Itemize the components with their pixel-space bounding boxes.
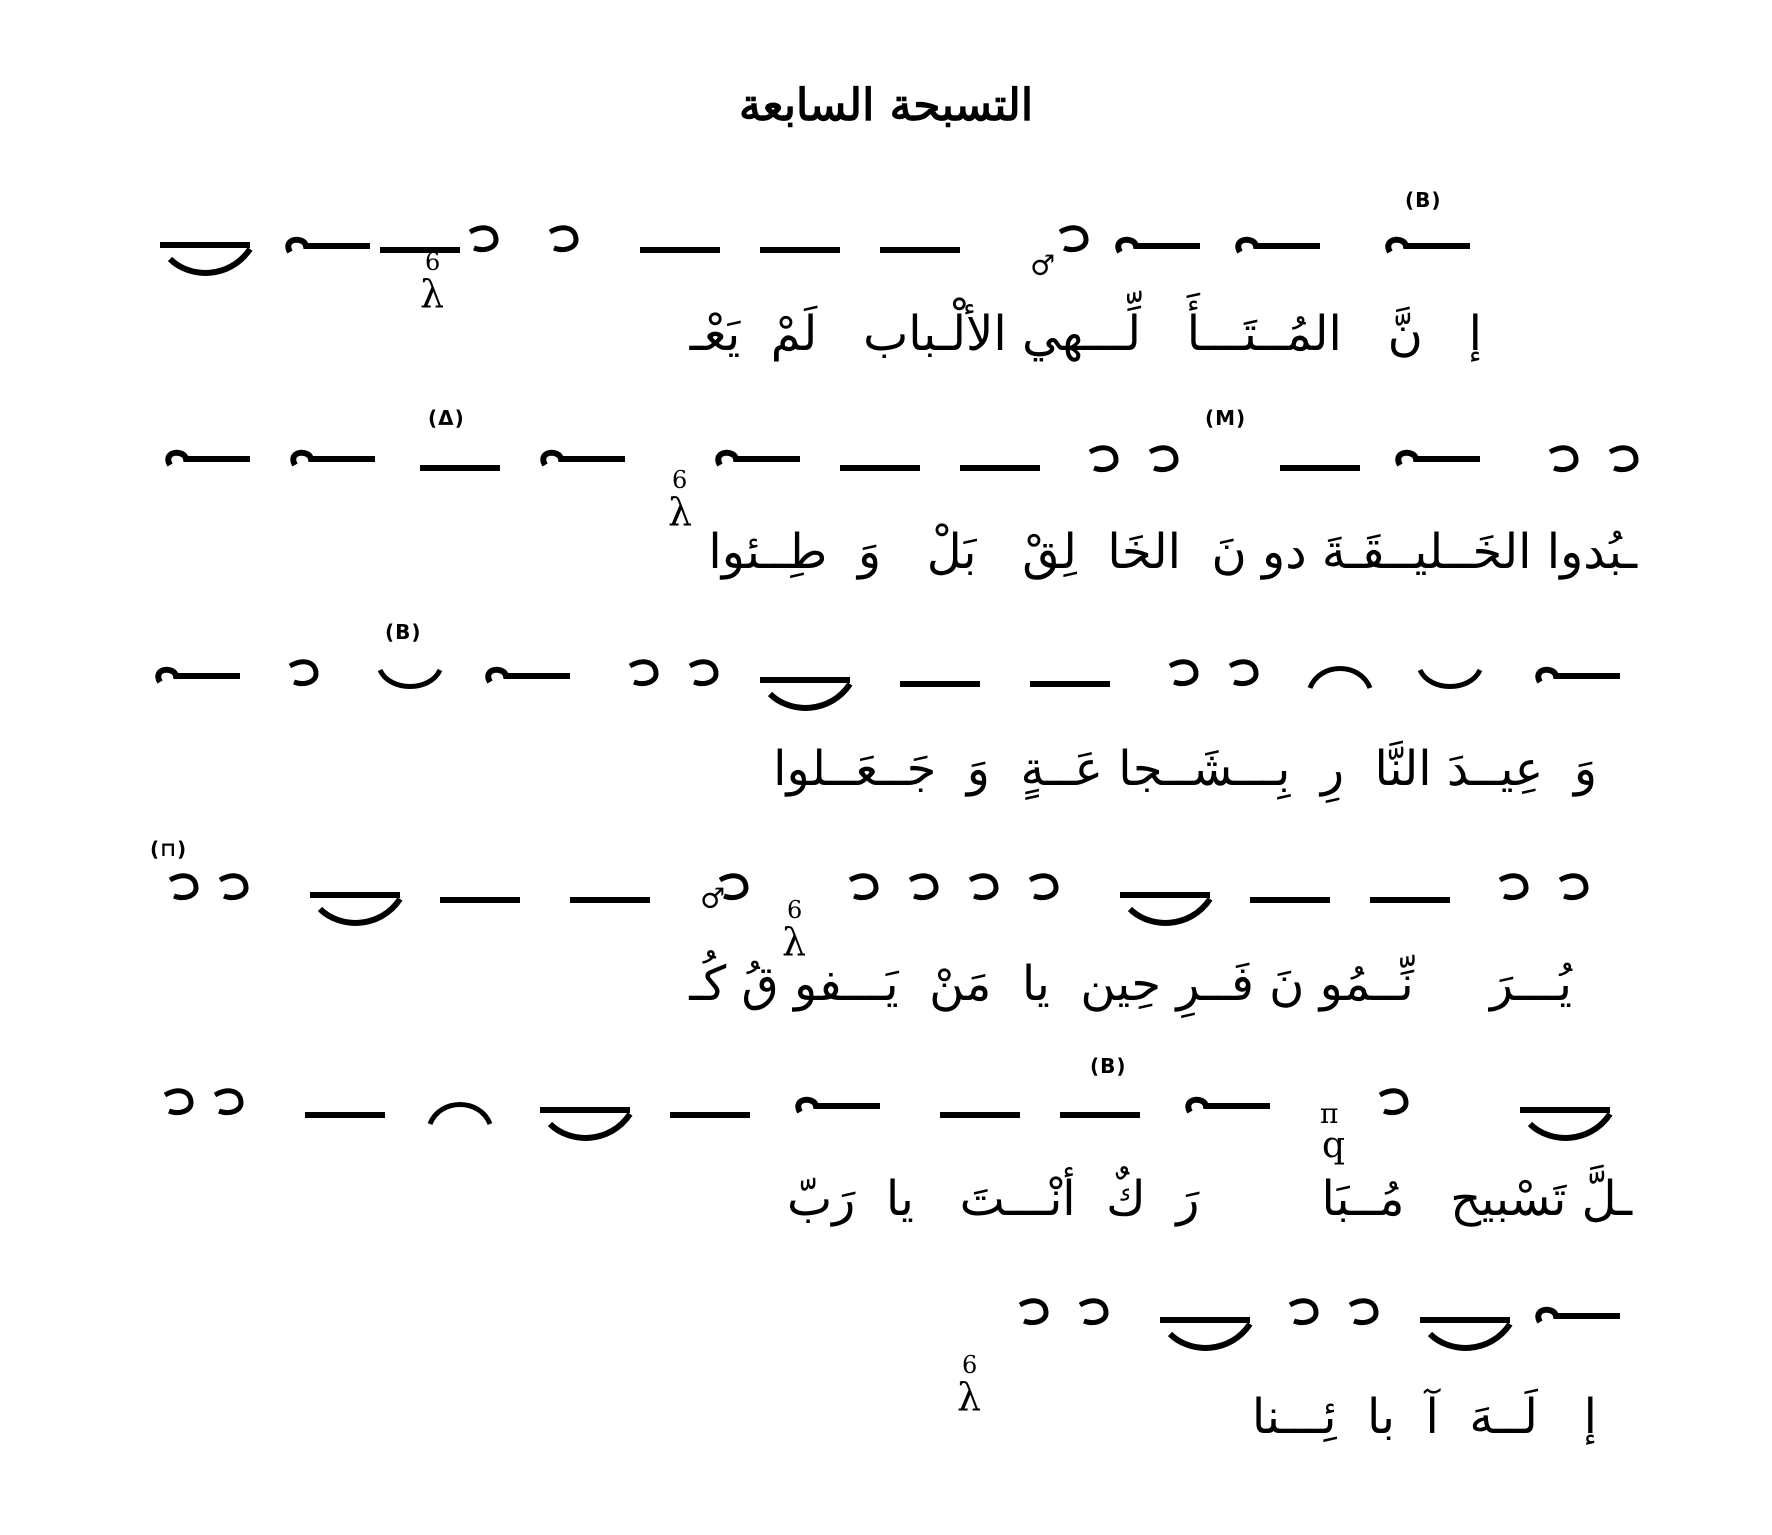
six-symbol: 6 xyxy=(962,1351,978,1379)
lyric-line-1: إ نَّ المُــتَـــأَ لِّـــهي الألْـباب لَمْ يَعْـ xyxy=(689,306,1482,362)
neume-row-4 xyxy=(170,876,1586,923)
gamma-symbol: λ xyxy=(420,272,445,316)
lyric-line-5: ـلَّ تَسْبيح مُــبَا رَ كٌ أنْـــتَ يا رَبّ xyxy=(786,1171,1632,1227)
gamma-symbol: λ xyxy=(957,1375,982,1419)
pi-symbol: π xyxy=(1320,1097,1339,1130)
mark-label: (B) xyxy=(385,620,422,644)
venus-symbol: ♂ xyxy=(700,882,726,915)
six-symbol: 6 xyxy=(672,466,688,494)
neume-row-6 xyxy=(1020,1301,1620,1348)
lyric-line-2: ـبُدوا الخَــليــقَـةَ دو نَ الخَا لِقْ بَلْ وَ طِــئوا xyxy=(708,524,1637,580)
mark-label: (⊓) xyxy=(150,837,188,861)
neume-row-1 xyxy=(160,228,1470,276)
lyric-line-6: إ لَــهَ آ با ئِـــنا xyxy=(1251,1389,1597,1445)
mark-label: (Δ) xyxy=(428,406,465,430)
gamma-symbol: λ xyxy=(782,920,807,964)
lyric-line-4: يُـــرَ نِّــمُو نَ فَــرِ حِين يا مَنْ يَـــفو قُ كُـ xyxy=(689,956,1572,1012)
q-symbol: q xyxy=(1322,1125,1346,1166)
gamma-six-symbol: 6 xyxy=(425,248,441,276)
page-title: التسبحة السابعة xyxy=(738,80,1034,131)
mark-label: (B) xyxy=(1405,188,1442,212)
gamma-symbol: λ xyxy=(668,490,693,534)
mark-label: (B) xyxy=(1090,1054,1127,1078)
mark-label: (M) xyxy=(1205,406,1247,430)
six-symbol: 6 xyxy=(787,896,803,924)
lyric-line-3: وَ عِيــدَ النَّا رِ بِـــشَــجا عَــةٍ وَ جَــعَــلوا xyxy=(773,741,1597,797)
neume-row-3 xyxy=(158,662,1620,708)
venus-symbol: ♂ xyxy=(1030,249,1056,282)
neume-row-5 xyxy=(165,1091,1610,1138)
neume-row-2 xyxy=(168,448,1636,470)
